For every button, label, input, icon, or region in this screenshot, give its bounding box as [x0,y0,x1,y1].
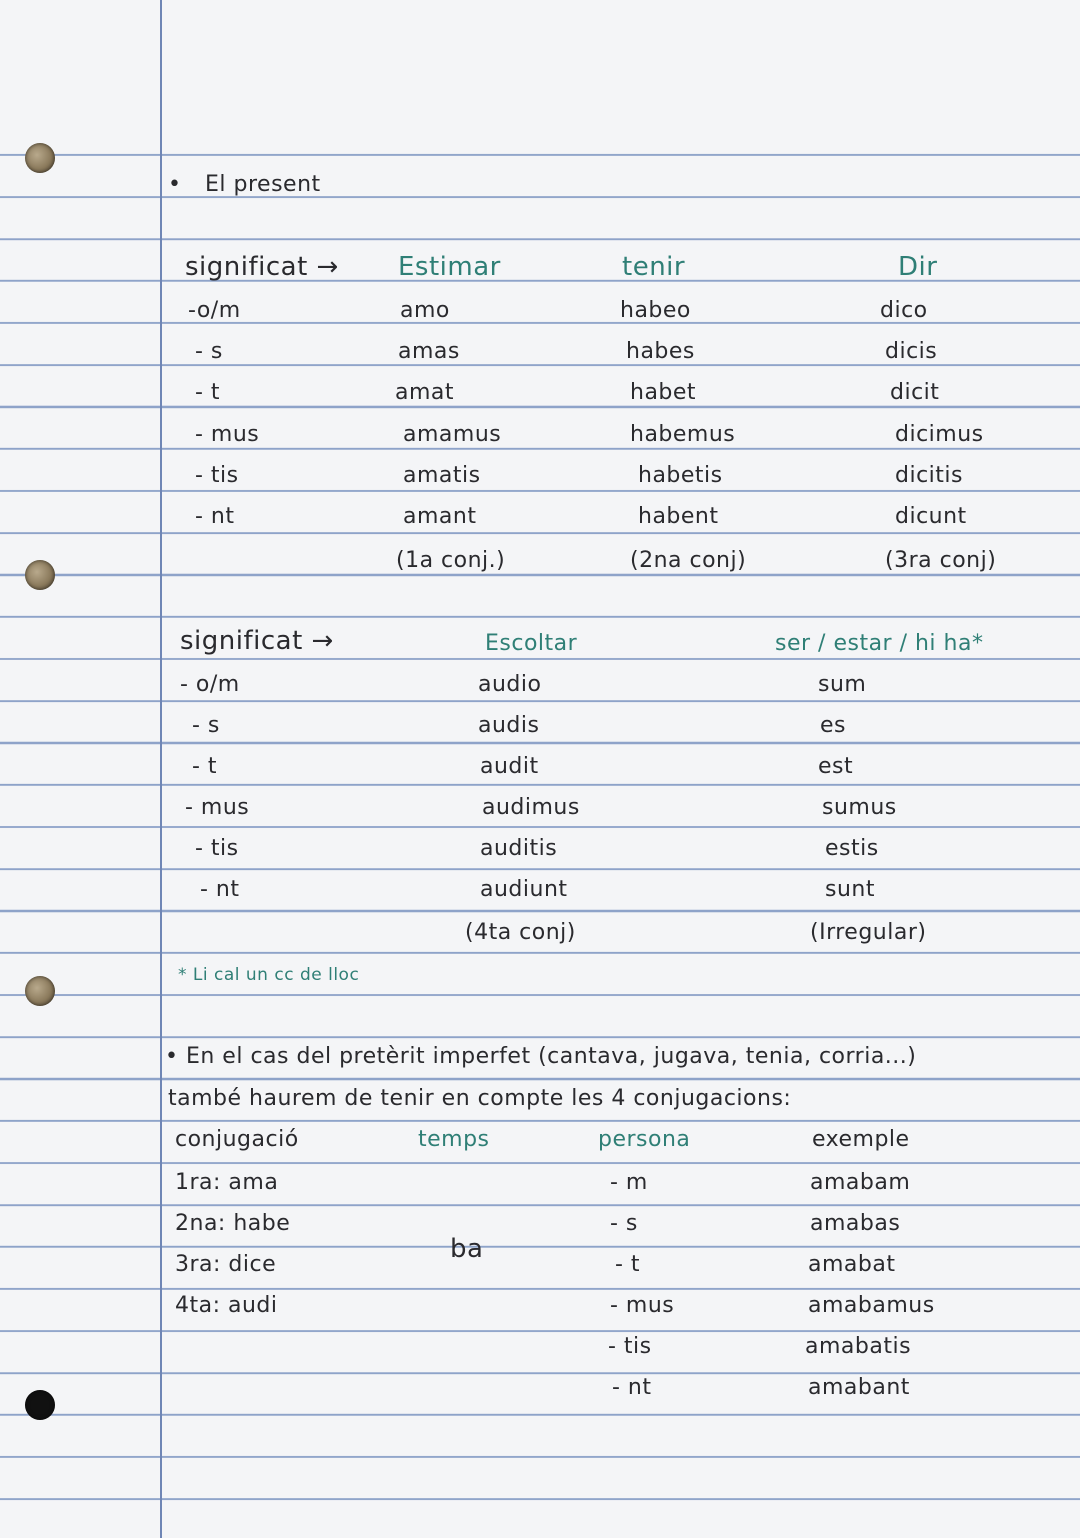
form-ser: sumus [822,795,897,820]
form-escoltar: audit [480,754,539,779]
header-persona: persona [598,1127,691,1152]
example-form: amabam [810,1170,911,1195]
conj-note: (Irregular) [810,920,927,945]
form-estimar: amo [400,298,450,323]
tense-marker: ba [450,1234,484,1264]
form-tenir: habetis [638,463,723,488]
form-estimar: amat [395,380,455,405]
form-tenir: habemus [630,422,736,447]
ending: - s [192,713,220,738]
header-conjugacio: conjugació [175,1127,299,1152]
form-tenir: habet [630,380,697,405]
verb-escoltar: Escoltar [485,631,578,656]
form-estimar: amamus [403,422,502,447]
form-estimar: amant [403,504,477,529]
conjugation-stem: 2na: habe [175,1211,291,1236]
person-ending: - t [615,1252,641,1277]
form-dir: dicis [885,339,938,364]
form-ser: sunt [825,877,875,902]
bullet: • [168,172,182,197]
form-tenir: habent [638,504,719,529]
person-ending: - mus [610,1293,675,1318]
form-tenir: habeo [620,298,691,323]
conjugation-stem: 4ta: audi [175,1293,278,1318]
form-dir: dicitis [895,463,963,488]
top-blank-area [0,0,1080,148]
ending: - s [195,339,223,364]
person-ending: - m [610,1170,648,1195]
form-estimar: amatis [403,463,481,488]
binder-hole [25,1390,55,1420]
binder-hole [25,560,55,590]
conj-note: (4ta conj) [465,920,576,945]
form-dir: dicit [890,380,940,405]
verb-ser-estar: ser / estar / hi ha* [775,631,984,656]
verb-dir: Dir [898,252,938,282]
verb-estimar: Estimar [398,252,501,282]
header-exemple: exemple [812,1127,910,1152]
form-escoltar: audiunt [480,877,568,902]
binder-hole [25,143,55,173]
ending: - nt [200,877,240,902]
ending: - tis [195,463,239,488]
form-ser: est [818,754,854,779]
form-escoltar: audis [478,713,540,738]
example-form: amabant [808,1375,910,1400]
form-escoltar: auditis [480,836,558,861]
form-dir: dicimus [895,422,984,447]
form-dir: dico [880,298,928,323]
form-ser: es [820,713,846,738]
form-tenir: habes [626,339,695,364]
example-form: amabas [810,1211,901,1236]
ending: -o/m [188,298,241,323]
ending: - mus [185,795,250,820]
conjugation-stem: 1ra: ama [175,1170,279,1195]
ending: - t [192,754,218,779]
ending: - t [195,380,221,405]
ending: - nt [195,504,235,529]
person-ending: - nt [612,1375,652,1400]
margin-line [160,0,162,1538]
ending: - mus [195,422,260,447]
section-title-present: El present [205,172,321,197]
example-form: amabat [808,1252,896,1277]
form-ser: estis [825,836,879,861]
form-escoltar: audimus [482,795,580,820]
imperfect-intro-line2: també haurem de tenir en compte les 4 conjugacions: [168,1086,792,1111]
form-estimar: amas [398,339,460,364]
imperfect-intro-line1: • En el cas del pretèrit imperfet (cantava, jugava, tenia, corria...) [165,1044,917,1069]
footnote: * Li cal un cc de lloc [178,965,360,985]
conj-note: (2na conj) [630,548,747,573]
conjugation-stem: 3ra: dice [175,1252,277,1277]
header-temps: temps [418,1127,490,1152]
example-form: amabatis [805,1334,912,1359]
table2-header-label: significat → [180,626,334,656]
verb-tenir: tenir [622,252,686,282]
form-dir: dicunt [895,504,967,529]
ending: - tis [195,836,239,861]
table1-header-label: significat → [185,252,339,282]
form-escoltar: audio [478,672,542,697]
person-ending: - s [610,1211,638,1236]
form-ser: sum [818,672,867,697]
conj-note: (3ra conj) [885,548,997,573]
conj-note: (1a conj.) [396,548,506,573]
binder-hole [25,976,55,1006]
ending: - o/m [180,672,240,697]
person-ending: - tis [608,1334,652,1359]
example-form: amabamus [808,1293,935,1318]
